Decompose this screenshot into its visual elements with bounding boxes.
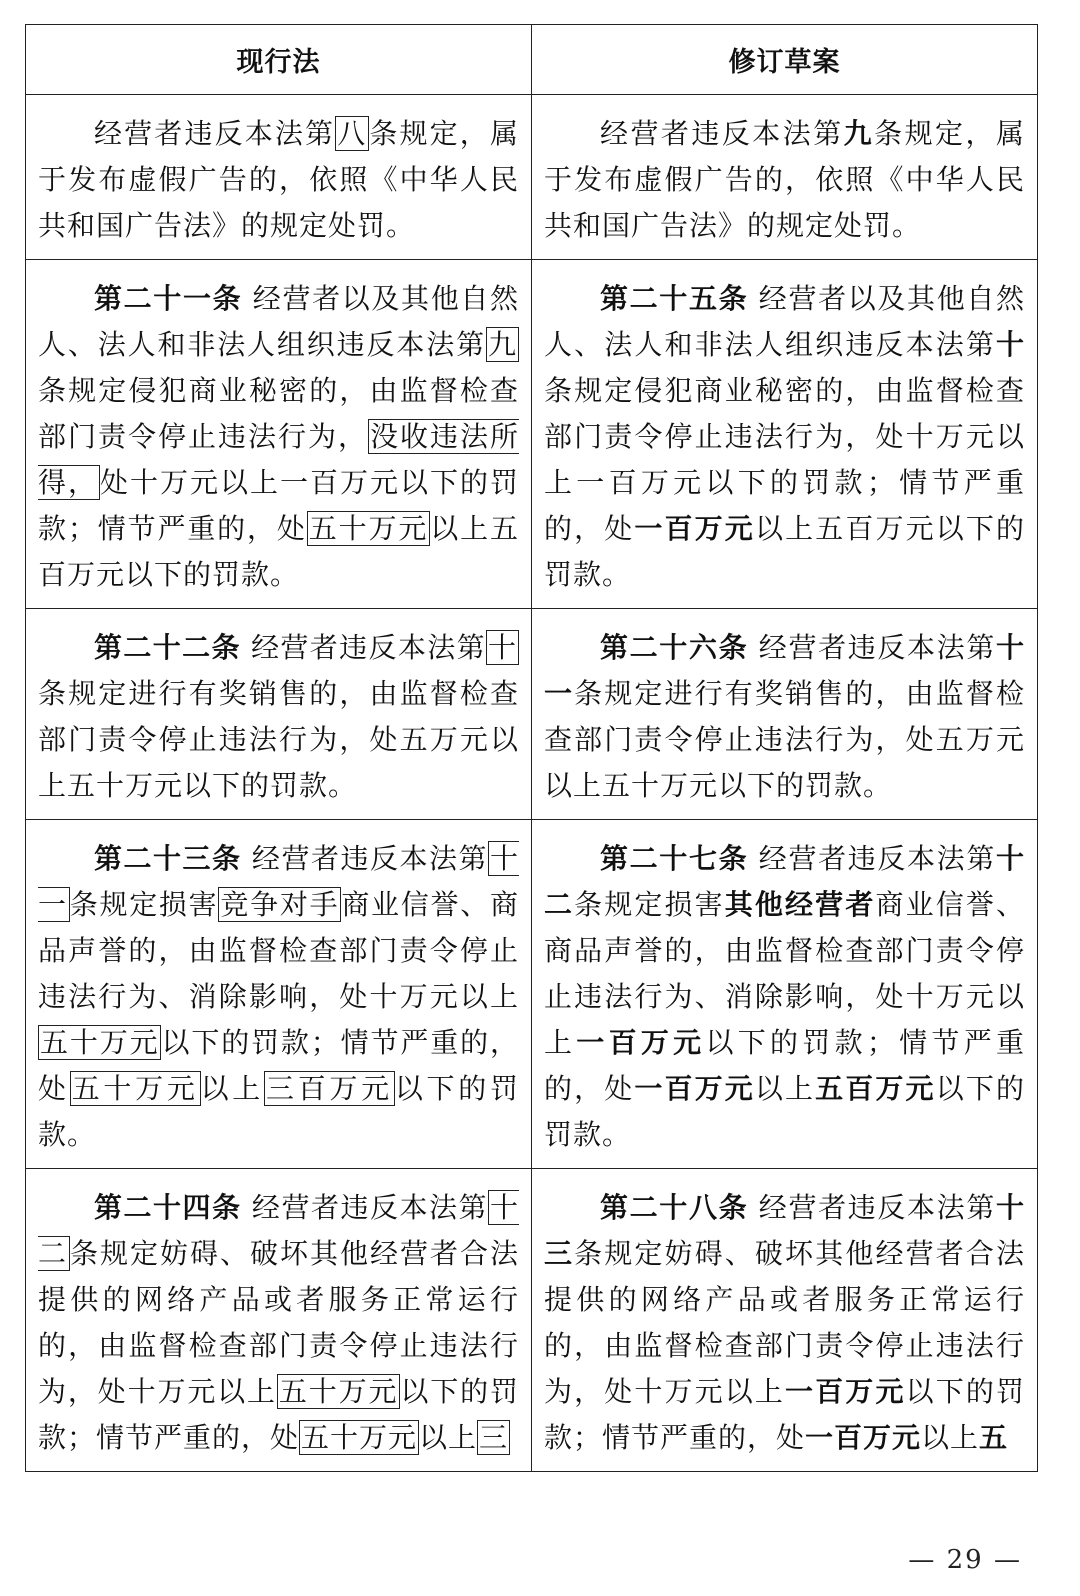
text-segment: 条规定侵犯商业秘密的，由监督检查部门责令停止违法行为， xyxy=(38,374,519,453)
text-segment: 以下的罚款；情节严重的，处 xyxy=(38,1026,519,1105)
text-segment: 以上五百万元以下的罚款。 xyxy=(38,512,519,591)
bold-text: 五百万元 xyxy=(815,1072,936,1105)
bold-text: 一百万元 xyxy=(576,1026,706,1059)
text-segment: 条规定妨碍、破坏其他经营者合法提供的网络产品或者服务正常运行的，由监督检查部门责令停止违法行为，处十万元以上 xyxy=(38,1237,519,1408)
text-segment: 以下的罚款；情节严重的，处 xyxy=(38,1375,519,1454)
header-current-law: 现行法 xyxy=(26,25,532,95)
text-segment: 以上 xyxy=(200,1072,264,1105)
boxed-text: 十一 xyxy=(38,842,519,921)
bold-text: 十 xyxy=(995,328,1025,361)
table-body xyxy=(26,95,1038,1472)
table-row xyxy=(26,260,1038,609)
clause-text xyxy=(544,276,1025,598)
text-segment: 条规定损害 xyxy=(69,888,219,921)
cell-revised-draft xyxy=(532,820,1038,1169)
boxed-text: 竞争对手 xyxy=(220,888,340,921)
bold-text: 一百万元 xyxy=(634,512,755,545)
text-segment: 条规定侵犯商业秘密的，由监督检查部门责令停止违法行为，处十万元以上一百万元以下的罚款；情节严重的，处 xyxy=(544,374,1025,545)
text-segment: 处十万元以上一百万元以下的罚款；情节严重的，处 xyxy=(38,466,519,545)
cell-revised-draft xyxy=(532,609,1038,820)
table-row xyxy=(26,609,1038,820)
boxed-text: 八 xyxy=(337,117,368,150)
bold-text: 其他经营者 xyxy=(724,888,876,921)
clause-text xyxy=(38,1185,519,1461)
boxed-text: 五十万元 xyxy=(40,1026,160,1059)
text-segment: 以下的罚款；情节严重的，处 xyxy=(544,1026,1025,1105)
text-segment: 经营者违反本法第 xyxy=(748,1191,996,1224)
boxed-text: 九 xyxy=(487,328,517,361)
bold-text: 第二十四条 xyxy=(94,1191,242,1224)
text-segment: 经营者违反本法第 xyxy=(748,631,996,664)
boxed-text: 五十万元 xyxy=(308,512,429,545)
cell-current-law xyxy=(26,95,532,260)
boxed-text: 五十万元 xyxy=(71,1072,199,1105)
text-segment: 以上五百万元以下的罚款。 xyxy=(544,512,1025,591)
boxed-text: 三百万元 xyxy=(265,1072,393,1105)
header-revised-draft: 修订草案 xyxy=(532,25,1038,95)
cell-revised-draft xyxy=(532,260,1038,609)
text-segment: 经营者以及其他自然人、法人和非法人组织违反本法第 xyxy=(38,282,519,361)
table-row xyxy=(26,95,1038,260)
clause-text xyxy=(544,1185,1025,1461)
bold-text: 第二十八条 xyxy=(600,1191,749,1224)
bold-text: 一百万元 xyxy=(785,1375,906,1408)
cell-revised-draft xyxy=(532,1169,1038,1472)
text-segment: 条规定损害 xyxy=(574,888,725,921)
boxed-text: 十 xyxy=(487,631,517,664)
clause-text xyxy=(544,836,1025,1158)
bold-text: 第二十二条 xyxy=(94,631,241,664)
bold-text: 第二十三条 xyxy=(94,842,242,875)
text-segment: 条规定，属于发布虚假广告的，依照《中华人民共和国广告法》的规定处罚。 xyxy=(544,117,1025,242)
clause-text xyxy=(38,625,519,809)
boxed-text: 五十万元 xyxy=(301,1421,418,1454)
text-segment: 以下的罚款；情节严重的，处 xyxy=(544,1375,1025,1454)
page-number: — 29 — xyxy=(908,1545,1022,1575)
comparison-table xyxy=(25,24,1038,1472)
text-segment: 商业信誉、商品声誉的，由监督检查部门责令停止违法行为、消除影响，处十万元以上 xyxy=(38,888,519,1013)
cell-current-law xyxy=(26,260,532,609)
cell-current-law xyxy=(26,820,532,1169)
boxed-text: 十二 xyxy=(38,1191,519,1270)
text-segment: 经营者违反本法第 xyxy=(241,1191,488,1224)
bold-text: 十二 xyxy=(544,842,1025,921)
bold-text: 九 xyxy=(843,117,875,150)
clause-text xyxy=(544,111,1025,249)
clause-text xyxy=(38,111,519,249)
text-segment: 经营者以及其他自然人、法人和非法人组织违反本法第 xyxy=(544,282,1025,361)
cell-current-law xyxy=(26,609,532,820)
clause-text xyxy=(544,625,1025,809)
text-segment: 经营者违反本法第 xyxy=(94,117,336,150)
text-segment: 以上 xyxy=(754,1072,816,1105)
bold-text: 第二十五条 xyxy=(600,282,749,315)
bold-text: 十一 xyxy=(544,631,1025,710)
table-header-row xyxy=(26,25,1038,95)
text-segment: 条规定进行有奖销售的，由监督检查部门责令停止违法行为，处五万元以上五十万元以下的罚款。 xyxy=(544,677,1025,802)
bold-text: 一百万元 xyxy=(634,1072,755,1105)
text-segment: 商业信誉、商品声誉的，由监督检查部门责令停止违法行为、消除影响，处十万元以上 xyxy=(544,888,1025,1059)
text-segment: 条规定进行有奖销售的，由监督检查部门责令停止违法行为，处五万元以上五十万元以下的罚款。 xyxy=(38,677,519,802)
boxed-text: 五十万元 xyxy=(278,1375,399,1408)
bold-text: 第二十七条 xyxy=(600,842,749,875)
text-segment: 以上 xyxy=(419,1421,478,1454)
table-row xyxy=(26,820,1038,1169)
boxed-text: 没收违法所得， xyxy=(38,420,519,499)
bold-text: 第二十六条 xyxy=(600,631,749,664)
cell-revised-draft xyxy=(532,95,1038,260)
cell-current-law xyxy=(26,1169,532,1472)
text-segment: 经营者违反本法第 xyxy=(748,842,996,875)
text-segment: 以下的罚款。 xyxy=(38,1072,519,1151)
text-segment: 经营者违反本法第 xyxy=(600,117,844,150)
text-segment: 条规定妨碍、破坏其他经营者合法提供的网络产品或者服务正常运行的，由监督检查部门责令停止违法行为，处十万元以上 xyxy=(544,1237,1025,1408)
bold-text: 五 xyxy=(979,1421,1009,1454)
bold-text: 十三 xyxy=(544,1191,1025,1270)
bold-text: 一百万元 xyxy=(805,1421,922,1454)
clause-text xyxy=(38,276,519,598)
bold-text: 第二十一条 xyxy=(94,282,243,315)
boxed-text: 三 xyxy=(479,1421,509,1454)
text-segment: 以下的罚款。 xyxy=(544,1072,1025,1151)
text-segment: 经营者违反本法第 xyxy=(241,842,488,875)
text-segment: 以上 xyxy=(921,1421,980,1454)
text-segment: 条规定，属于发布虚假广告的，依照《中华人民共和国广告法》的规定处罚。 xyxy=(38,117,519,242)
clause-text xyxy=(38,836,519,1158)
table-row xyxy=(26,1169,1038,1472)
text-segment: 经营者违反本法第 xyxy=(240,631,486,664)
